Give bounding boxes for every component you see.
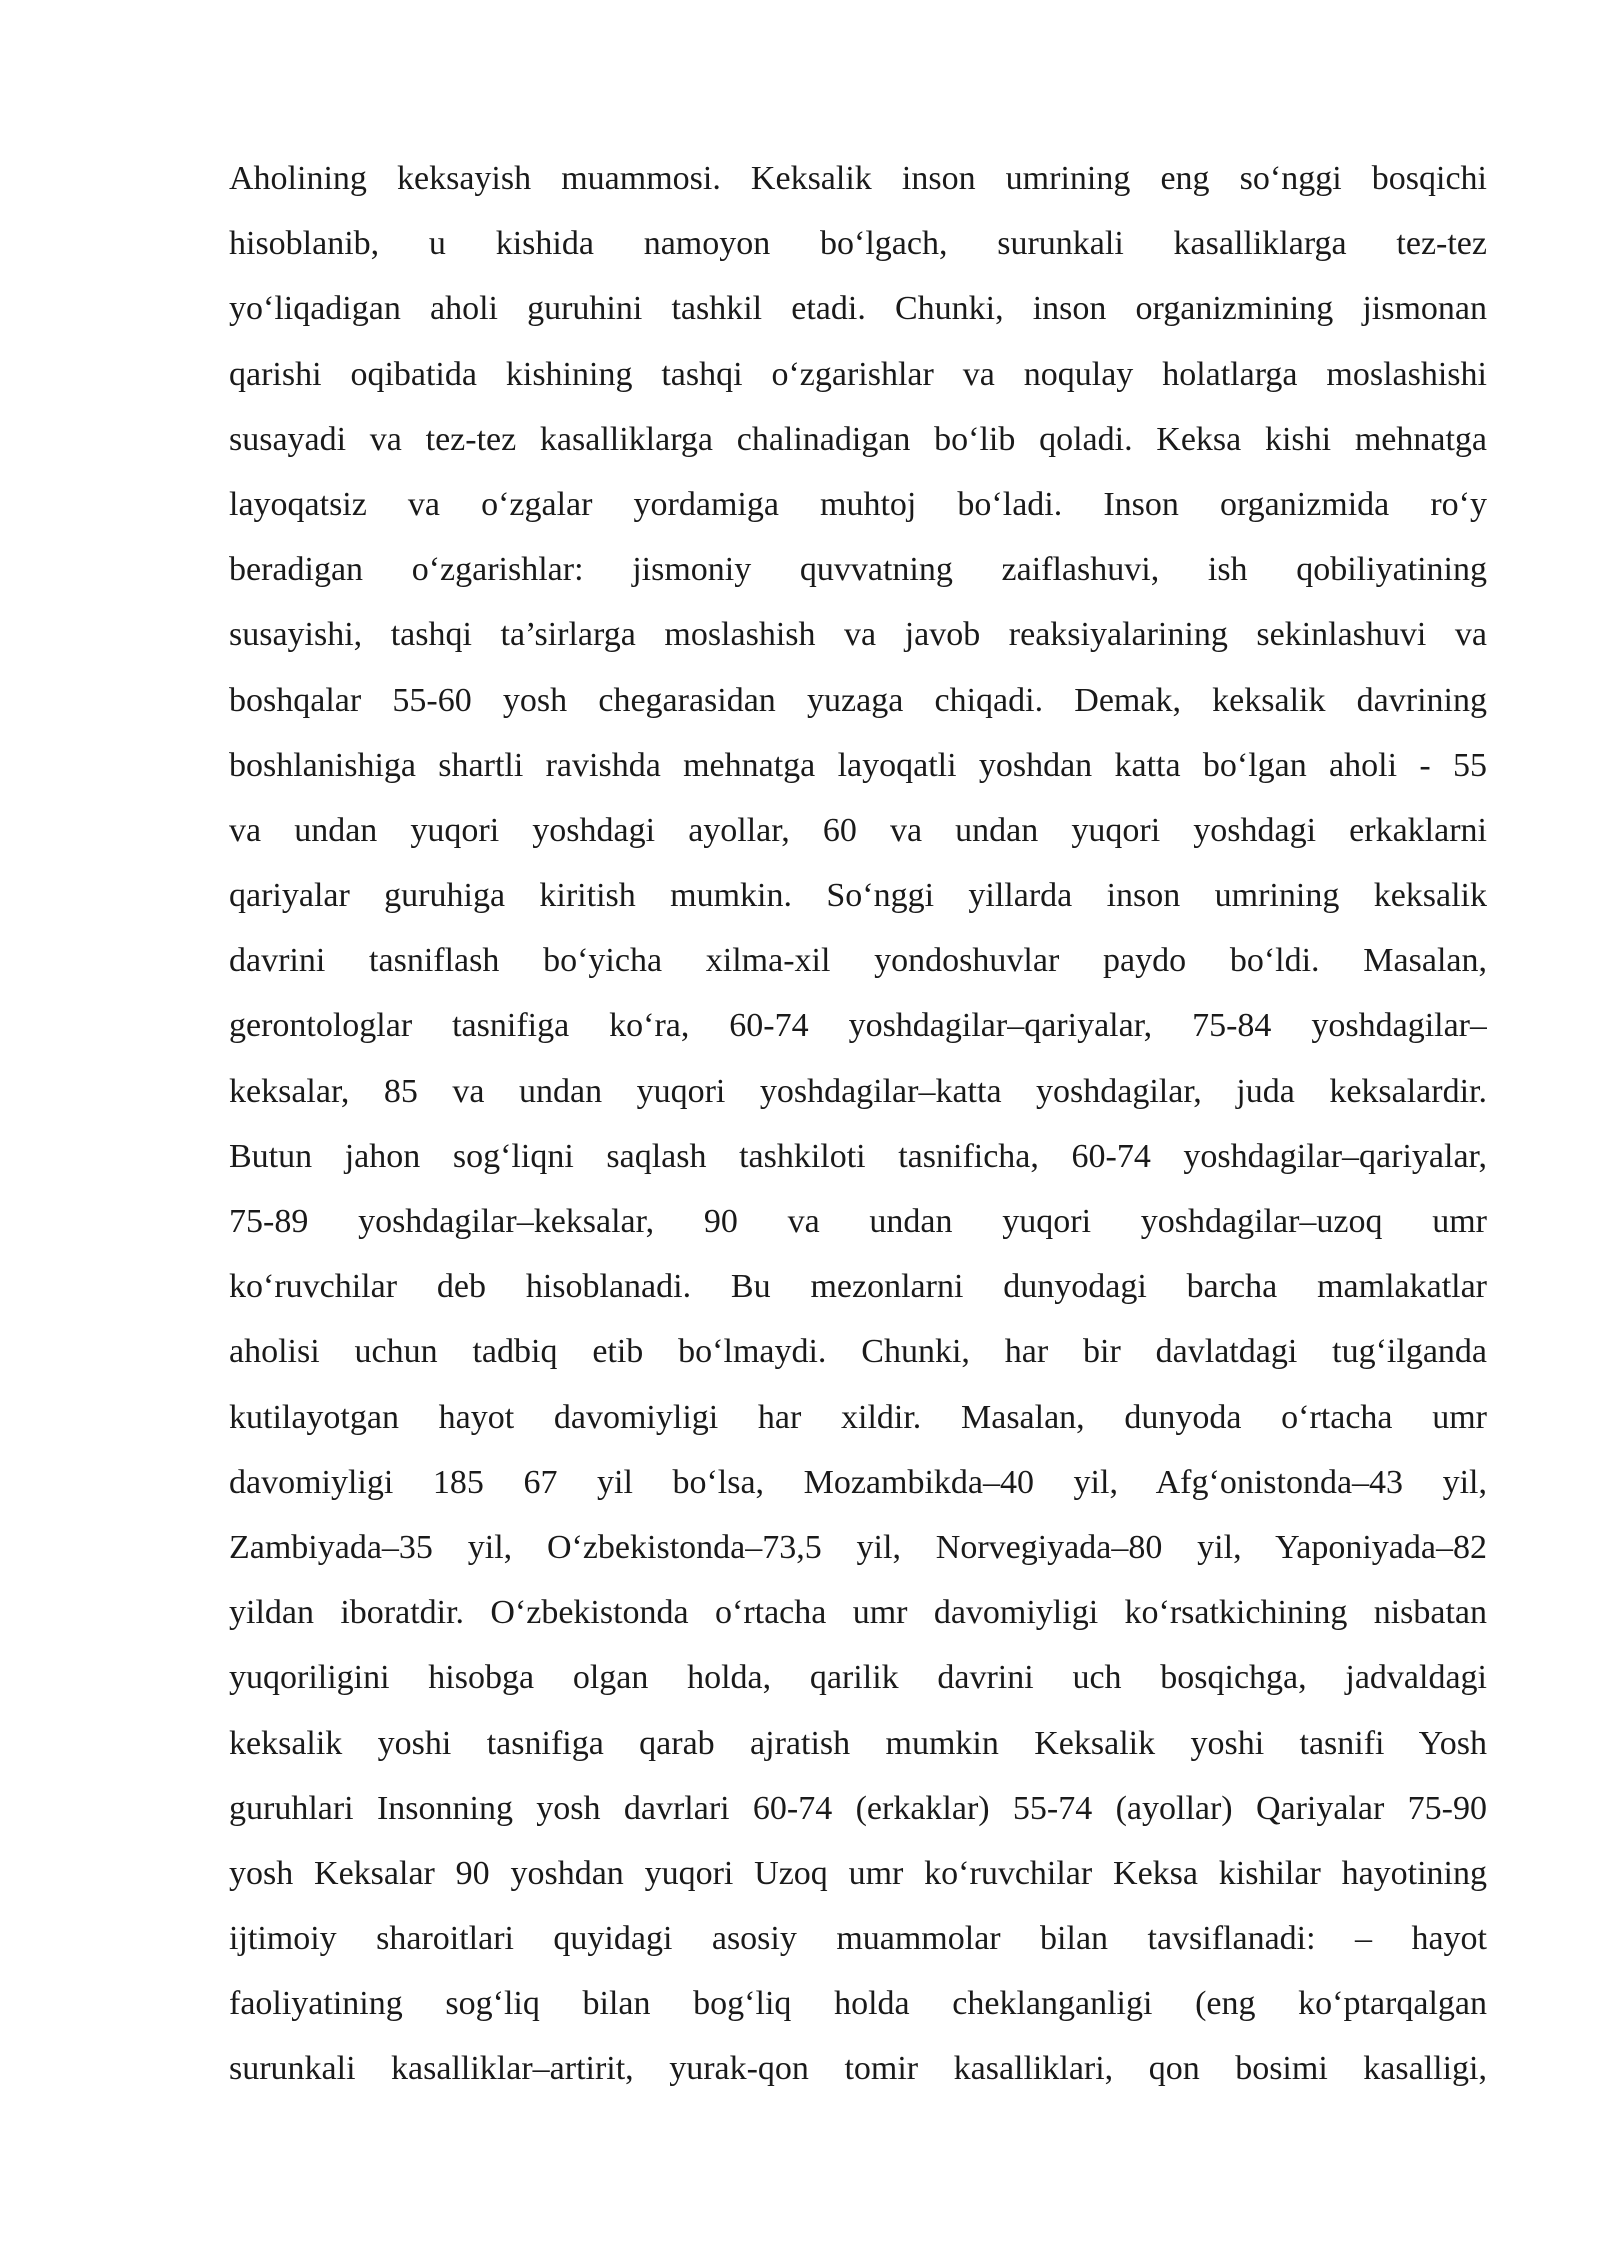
text-line: faoliyatining sog‘liq bilan bog‘liq holda cheklanganligi (eng ko‘ptarqalgan xyxy=(229,1985,1487,2023)
text-line: 75-89 yoshdagilar–keksalar, 90 va undan yuqori yoshdagilar–uzoq umr xyxy=(229,1203,1487,1240)
text-line: beradigan o‘zgarishlar: jismoniy quvvatning zaiflashuvi, ish qobiliyatining xyxy=(229,551,1487,589)
text-line: layoqatsiz va o‘zgalar yordamiga muhtoj bo‘ladi. Inson organizmida ro‘y xyxy=(229,485,1487,523)
text-line: davomiyligi 185 67 yil bo‘lsa, Mozambikda–40 yil, Afg‘onistonda–43 yil, xyxy=(229,1463,1487,1501)
text-line: yildan iboratdir. O‘zbekistonda o‘rtacha umr davomiyligi ko‘rsatkichining nisbatan xyxy=(229,1594,1487,1632)
text-line: susayadi va tez-tez kasalliklarga chalinadigan bo‘lib qoladi. Keksa kishi mehnatga xyxy=(229,420,1487,458)
text-line: boshqalar 55-60 yosh chegarasidan yuzaga chiqadi. Demak, keksalik davrining xyxy=(229,681,1487,719)
text-line: hisoblanib, u kishida namoyon bo‘lgach, surunkali kasalliklarga tez-tez xyxy=(229,225,1487,263)
text-line: surunkali kasalliklar–artirit, yurak-qon tomir kasalliklari, qon bosimi kasalligi, xyxy=(229,2050,1487,2088)
text-line: keksalar, 85 va undan yuqori yoshdagilar–katta yoshdagilar, juda keksalardir. xyxy=(229,1072,1487,1110)
body-text xyxy=(229,146,1487,2102)
text-line: va undan yuqori yoshdagi ayollar, 60 va undan yuqori yoshdagi erkaklarni xyxy=(229,811,1487,849)
text-line: qariyalar guruhiga kiritish mumkin. So‘nggi yillarda inson umrining keksalik xyxy=(229,877,1487,915)
text-line: gerontologlar tasnifiga ko‘ra, 60-74 yoshdagilar–qariyalar, 75-84 yoshdagilar– xyxy=(229,1007,1487,1045)
text-line: Aholining keksayish muammosi. Keksalik inson umrining eng so‘nggi bosqichi xyxy=(229,160,1487,197)
text-line: Zambiyada–35 yil, O‘zbekistonda–73,5 yil, Norvegiyada–80 yil, Yaponiyada–82 xyxy=(229,1528,1487,1566)
text-line: keksalik yoshi tasnifiga qarab ajratish mumkin Keksalik yoshi tasnifi Yosh xyxy=(229,1724,1487,1762)
text-line: davrini tasniflash bo‘yicha xilma-xil yondoshuvlar paydo bo‘ldi. Masalan, xyxy=(229,942,1487,980)
text-line: aholisi uchun tadbiq etib bo‘lmaydi. Chunki, har bir davlatdagi tug‘ilganda xyxy=(229,1333,1487,1371)
text-line: yo‘liqadigan aholi guruhini tashkil etadi. Chunki, inson organizmining jismonan xyxy=(229,290,1487,328)
text-line: boshlanishiga shartli ravishda mehnatga layoqatli yoshdan katta bo‘lgan aholi - 55 xyxy=(229,746,1487,784)
text-line: susayishi, tashqi ta’sirlarga moslashish va javob reaksiyalarining sekinlashuvi va xyxy=(229,616,1487,654)
text-line: ko‘ruvchilar deb hisoblanadi. Bu mezonlarni dunyodagi barcha mamlakatlar xyxy=(229,1268,1487,1306)
text-line: ijtimoiy sharoitlari quyidagi asosiy muammolar bilan tavsiflanadi: – hayot xyxy=(229,1920,1487,1958)
text-line: guruhlari Insonning yosh davrlari 60-74 (erkaklar) 55-74 (ayollar) Qariyalar 75-90 xyxy=(229,1789,1487,1827)
text-line: Butun jahon sog‘liqni saqlash tashkiloti tasnificha, 60-74 yoshdagilar–qariyalar, xyxy=(229,1137,1487,1175)
text-line: qarishi oqibatida kishining tashqi o‘zgarishlar va noqulay holatlarga moslashishi xyxy=(229,355,1487,393)
text-line: yuqoriligini hisobga olgan holda, qarilik davrini uch bosqichga, jadvaldagi xyxy=(229,1659,1487,1697)
text-line: yosh Keksalar 90 yoshdan yuqori Uzoq umr ko‘ruvchilar Keksa kishilar hayotining xyxy=(229,1854,1487,1892)
text-line: kutilayotgan hayot davomiyligi har xildir. Masalan, dunyoda o‘rtacha umr xyxy=(229,1398,1487,1436)
